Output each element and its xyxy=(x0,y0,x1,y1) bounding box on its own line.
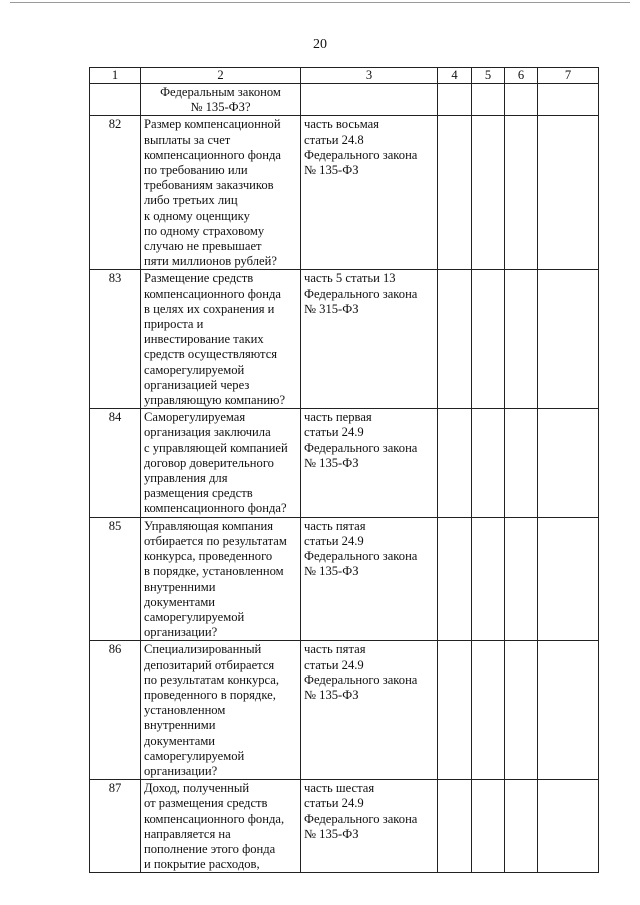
comment-cell-7 xyxy=(538,780,599,873)
text-line: выплаты за счет xyxy=(144,132,231,147)
text-line: статьи 24.8 xyxy=(304,132,364,147)
comment-cell-7 xyxy=(538,641,599,780)
num-cell: 83 xyxy=(90,270,141,409)
status-cell-4 xyxy=(438,84,472,116)
question-cell xyxy=(141,517,301,641)
text-line: статьи 24.9 xyxy=(304,657,364,672)
text-line: Саморегулируемая xyxy=(144,410,246,425)
text-line: Федерального закона xyxy=(304,286,418,301)
reference-cell xyxy=(301,270,438,409)
text-line: внутренними xyxy=(144,718,216,733)
text-line: компенсационного фонда? xyxy=(144,501,287,516)
text-line: компенсационного фонда, xyxy=(144,811,285,826)
question-cell xyxy=(141,116,301,270)
text-line: Управляющая компания xyxy=(144,518,274,533)
status-cell-6 xyxy=(505,270,538,409)
text-line: № 135-ФЗ? xyxy=(190,100,251,115)
text-line: установленном xyxy=(144,703,226,718)
text-line: саморегулируемой xyxy=(144,609,245,624)
text-line: статьи 24.9 xyxy=(304,425,364,440)
text-line: с управляющей компанией xyxy=(144,440,288,455)
text-line: № 135-ФЗ xyxy=(304,163,359,178)
header-row xyxy=(90,68,599,84)
num-cell: 87 xyxy=(90,780,141,873)
text-line: часть первая xyxy=(304,410,372,425)
status-cell-4 xyxy=(438,409,472,517)
header-cell: 6 xyxy=(505,68,538,84)
text-line: проведенного в порядке, xyxy=(144,687,276,702)
text-line: саморегулируемой xyxy=(144,362,245,377)
text-line: внутренними xyxy=(144,579,216,594)
status-cell-6 xyxy=(505,641,538,780)
text-line: Специализированный xyxy=(144,642,262,657)
num-cell: 85 xyxy=(90,517,141,641)
status-cell-4 xyxy=(438,780,472,873)
question-cell xyxy=(141,780,301,873)
status-cell-5 xyxy=(472,270,505,409)
text-line: по одному страховому xyxy=(144,223,265,238)
reference-cell xyxy=(301,84,438,116)
status-cell-6 xyxy=(505,517,538,641)
text-line: средств осуществляются xyxy=(144,347,278,362)
comment-cell-7 xyxy=(538,409,599,517)
comment-cell-7 xyxy=(538,84,599,116)
status-cell-5 xyxy=(472,641,505,780)
comment-cell-7 xyxy=(538,116,599,270)
reference-cell xyxy=(301,780,438,873)
status-cell-5 xyxy=(472,84,505,116)
text-line: в порядке, установленном xyxy=(144,564,284,579)
table-row xyxy=(90,517,599,641)
text-line: пяти миллионов рублей? xyxy=(144,254,277,269)
text-line: договор доверительного xyxy=(144,455,274,470)
question-cell xyxy=(141,84,301,116)
question-cell xyxy=(141,409,301,517)
status-cell-4 xyxy=(438,641,472,780)
text-line: и покрытие расходов, xyxy=(144,857,260,872)
num-cell: 84 xyxy=(90,409,141,517)
question-cell xyxy=(141,270,301,409)
text-line: организацией через xyxy=(144,377,250,392)
status-cell-4 xyxy=(438,270,472,409)
table-row xyxy=(90,116,599,270)
text-line: направляется на xyxy=(144,826,231,841)
text-line: № 135-ФЗ xyxy=(304,687,359,702)
text-line: № 135-ФЗ xyxy=(304,455,359,470)
text-line: № 315-ФЗ xyxy=(304,301,359,316)
header-cell: 5 xyxy=(472,68,505,84)
text-line: к одному оценщику xyxy=(144,208,250,223)
header-cell: 1 xyxy=(90,68,141,84)
text-line: Федеральным законом xyxy=(160,85,281,99)
header-cell: 3 xyxy=(301,68,438,84)
text-line: статьи 24.9 xyxy=(304,796,364,811)
text-line: № 135-ФЗ xyxy=(304,564,359,579)
text-line: инвестирование таких xyxy=(144,332,264,347)
text-line: Размещение средств xyxy=(144,271,254,286)
text-line: компенсационного фонда xyxy=(144,147,281,162)
text-line: Федерального закона xyxy=(304,440,418,455)
text-line: по результатам конкурса, xyxy=(144,672,280,687)
status-cell-4 xyxy=(438,116,472,270)
text-line: управляющую компанию? xyxy=(144,393,286,408)
text-line: часть пятая xyxy=(304,642,366,657)
status-cell-6 xyxy=(505,780,538,873)
status-cell-5 xyxy=(472,780,505,873)
text-line: по требованию или xyxy=(144,163,248,178)
text-line: требованиям заказчиков xyxy=(144,178,274,193)
text-line: отбирается по результатам xyxy=(144,533,287,548)
comment-cell-7 xyxy=(538,517,599,641)
status-cell-6 xyxy=(505,84,538,116)
table-row xyxy=(90,409,599,517)
text-line: пополнение этого фонда xyxy=(144,841,276,856)
header-cell: 7 xyxy=(538,68,599,84)
status-cell-6 xyxy=(505,116,538,270)
text-line: документами xyxy=(144,594,216,609)
text-line: организации? xyxy=(144,763,218,778)
status-cell-5 xyxy=(472,409,505,517)
page-number: 20 xyxy=(313,37,327,52)
scan-top-edge xyxy=(10,2,630,3)
text-line: конкурса, проведенного xyxy=(144,549,273,564)
status-cell-6 xyxy=(505,409,538,517)
text-line: документами xyxy=(144,733,216,748)
text-line: компенсационного фонда xyxy=(144,286,281,301)
text-line: статьи 24.9 xyxy=(304,533,364,548)
comment-cell-7 xyxy=(538,270,599,409)
num-cell xyxy=(90,84,141,116)
text-line: № 135-ФЗ xyxy=(304,826,359,841)
text-line: Федерального закона xyxy=(304,147,418,162)
text-line: Федерального закона xyxy=(304,672,418,687)
text-line: депозитарий отбирается xyxy=(144,657,275,672)
status-cell-5 xyxy=(472,517,505,641)
text-line: в целях их сохранения и xyxy=(144,301,275,316)
table-row xyxy=(90,641,599,780)
num-cell: 82 xyxy=(90,116,141,270)
header-cell: 2 xyxy=(141,68,301,84)
checklist-table xyxy=(89,67,599,873)
text-line: Федерального закона xyxy=(304,811,418,826)
question-cell xyxy=(141,641,301,780)
text-line: часть 5 статьи 13 xyxy=(304,271,396,286)
text-line: случаю не превышает xyxy=(144,239,262,254)
status-cell-4 xyxy=(438,517,472,641)
reference-cell xyxy=(301,116,438,270)
status-cell-5 xyxy=(472,116,505,270)
text-line: саморегулируемой xyxy=(144,748,245,763)
text-line: Размер компенсационной xyxy=(144,117,281,132)
continuation-row xyxy=(90,84,599,116)
text-line: часть шестая xyxy=(304,781,375,796)
text-line: либо третьих лиц xyxy=(144,193,238,208)
text-line: организация заключила xyxy=(144,425,271,440)
reference-cell xyxy=(301,641,438,780)
text-line: прироста и xyxy=(144,317,204,332)
text-line: от размещения средств xyxy=(144,796,268,811)
table-row xyxy=(90,270,599,409)
text-line: управления для xyxy=(144,471,228,486)
text-line: часть восьмая xyxy=(304,117,379,132)
header-cell: 4 xyxy=(438,68,472,84)
reference-cell xyxy=(301,409,438,517)
text-line: Доход, полученный xyxy=(144,781,250,796)
text-line: размещения средств xyxy=(144,486,253,501)
text-line: организации? xyxy=(144,625,218,640)
table-row xyxy=(90,780,599,873)
text-line: Федерального закона xyxy=(304,549,418,564)
num-cell: 86 xyxy=(90,641,141,780)
reference-cell xyxy=(301,517,438,641)
text-line: часть пятая xyxy=(304,518,366,533)
